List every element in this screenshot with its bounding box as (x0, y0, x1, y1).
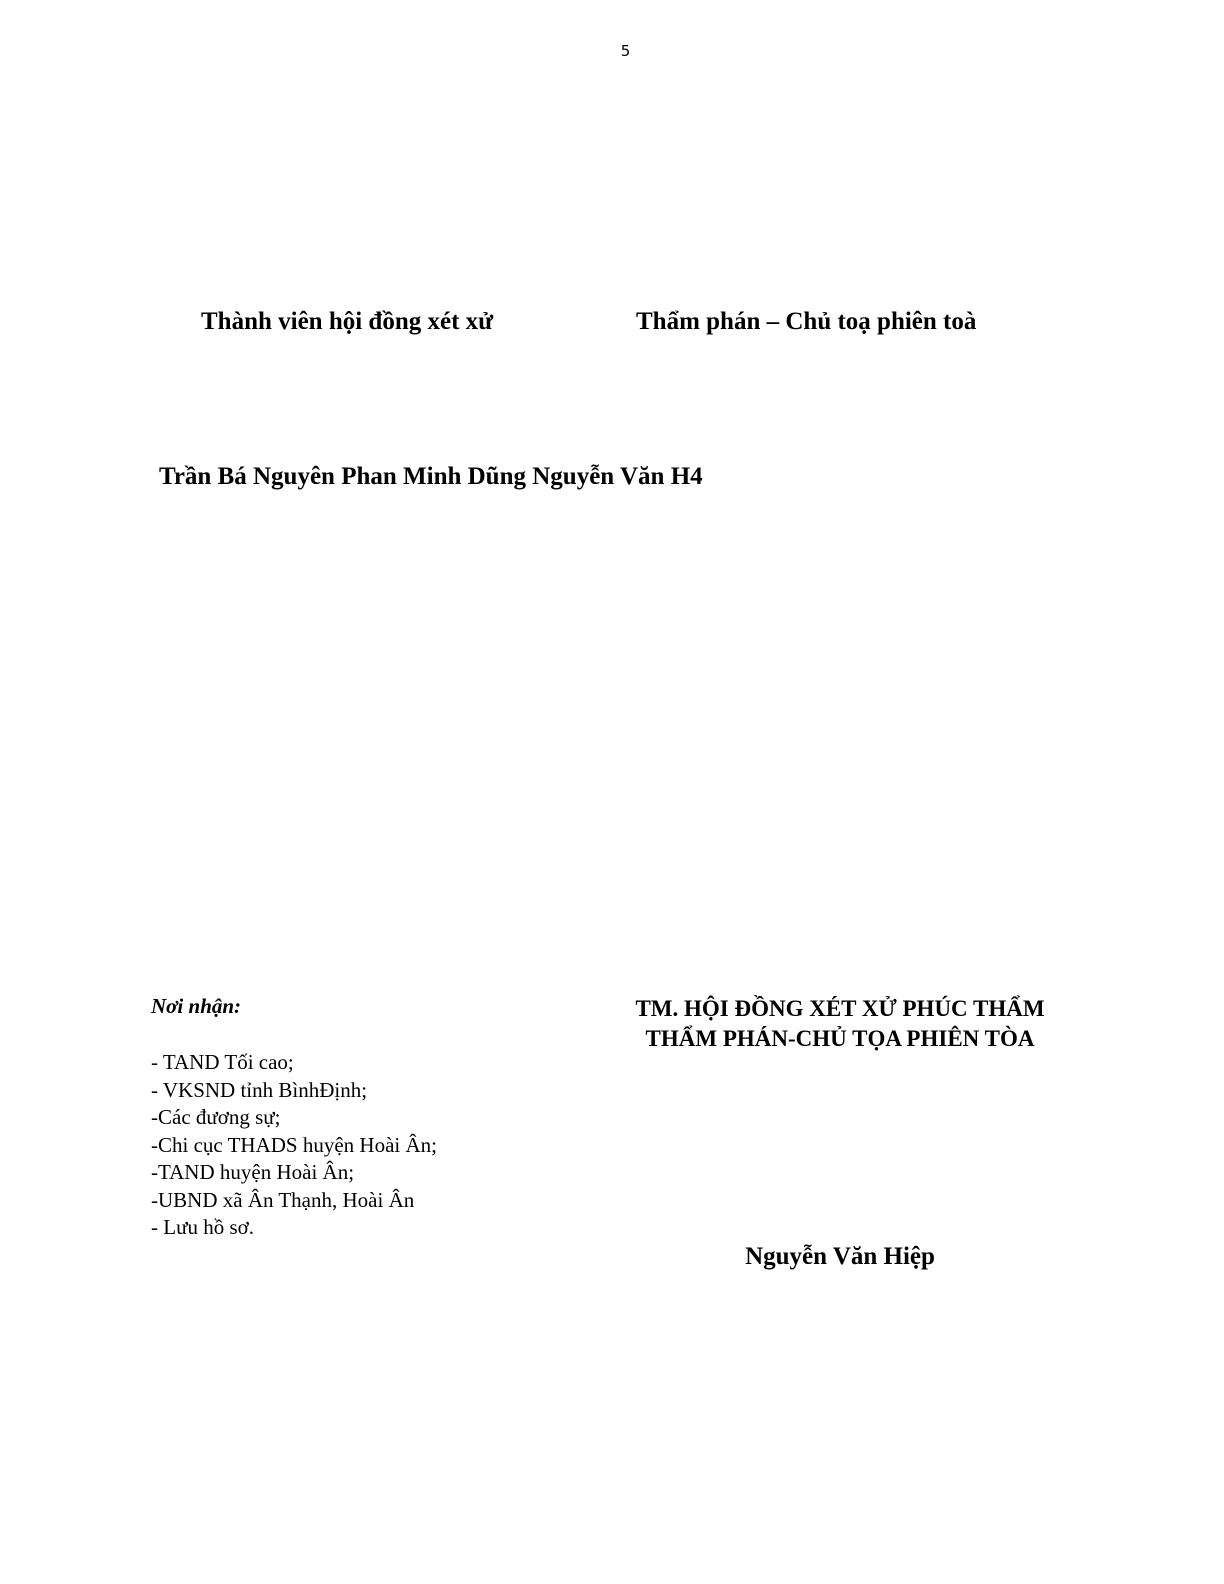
council-members-heading: Thành viên hội đồng xét xử (201, 308, 494, 335)
presiding-judge-heading: Thẩm phán – Chủ toạ phiên toà (636, 308, 977, 335)
recipient-item: -Chi cục THADS huyện Hoài Ân; (151, 1132, 437, 1157)
council-signature-block (600, 994, 1080, 1054)
presiding-judge-name: Nguyễn Văn Hiệp (745, 1243, 935, 1270)
council-title-line-1: TM. HỘI ĐỒNG XÉT XỬ PHÚC THẨM (635, 996, 1045, 1021)
recipient-item: - Lưu hồ sơ. (151, 1215, 254, 1239)
recipient-item: - TAND Tối cao; (151, 1050, 294, 1074)
recipient-item: - VKSND tỉnh BìnhĐịnh; (151, 1077, 368, 1102)
recipient-item: -Các đương sự; (151, 1105, 281, 1129)
council-title-line-2: THẨM PHÁN-CHỦ TỌA PHIÊN TÒA (645, 1026, 1035, 1051)
recipient-item: -TAND huyện Hoài Ân; (151, 1160, 355, 1184)
recipient-item: -UBND xã Ân Thạnh, Hoài Ân (151, 1187, 415, 1212)
signatory-names: Trần Bá Nguyên Phan Minh Dũng Nguyễn Văn H4 (159, 463, 703, 490)
recipients-title: Nơi nhận: (151, 994, 242, 1018)
page-number: 5 (620, 42, 631, 60)
recipients-list (151, 1049, 571, 1242)
recipients-section (151, 994, 571, 1242)
